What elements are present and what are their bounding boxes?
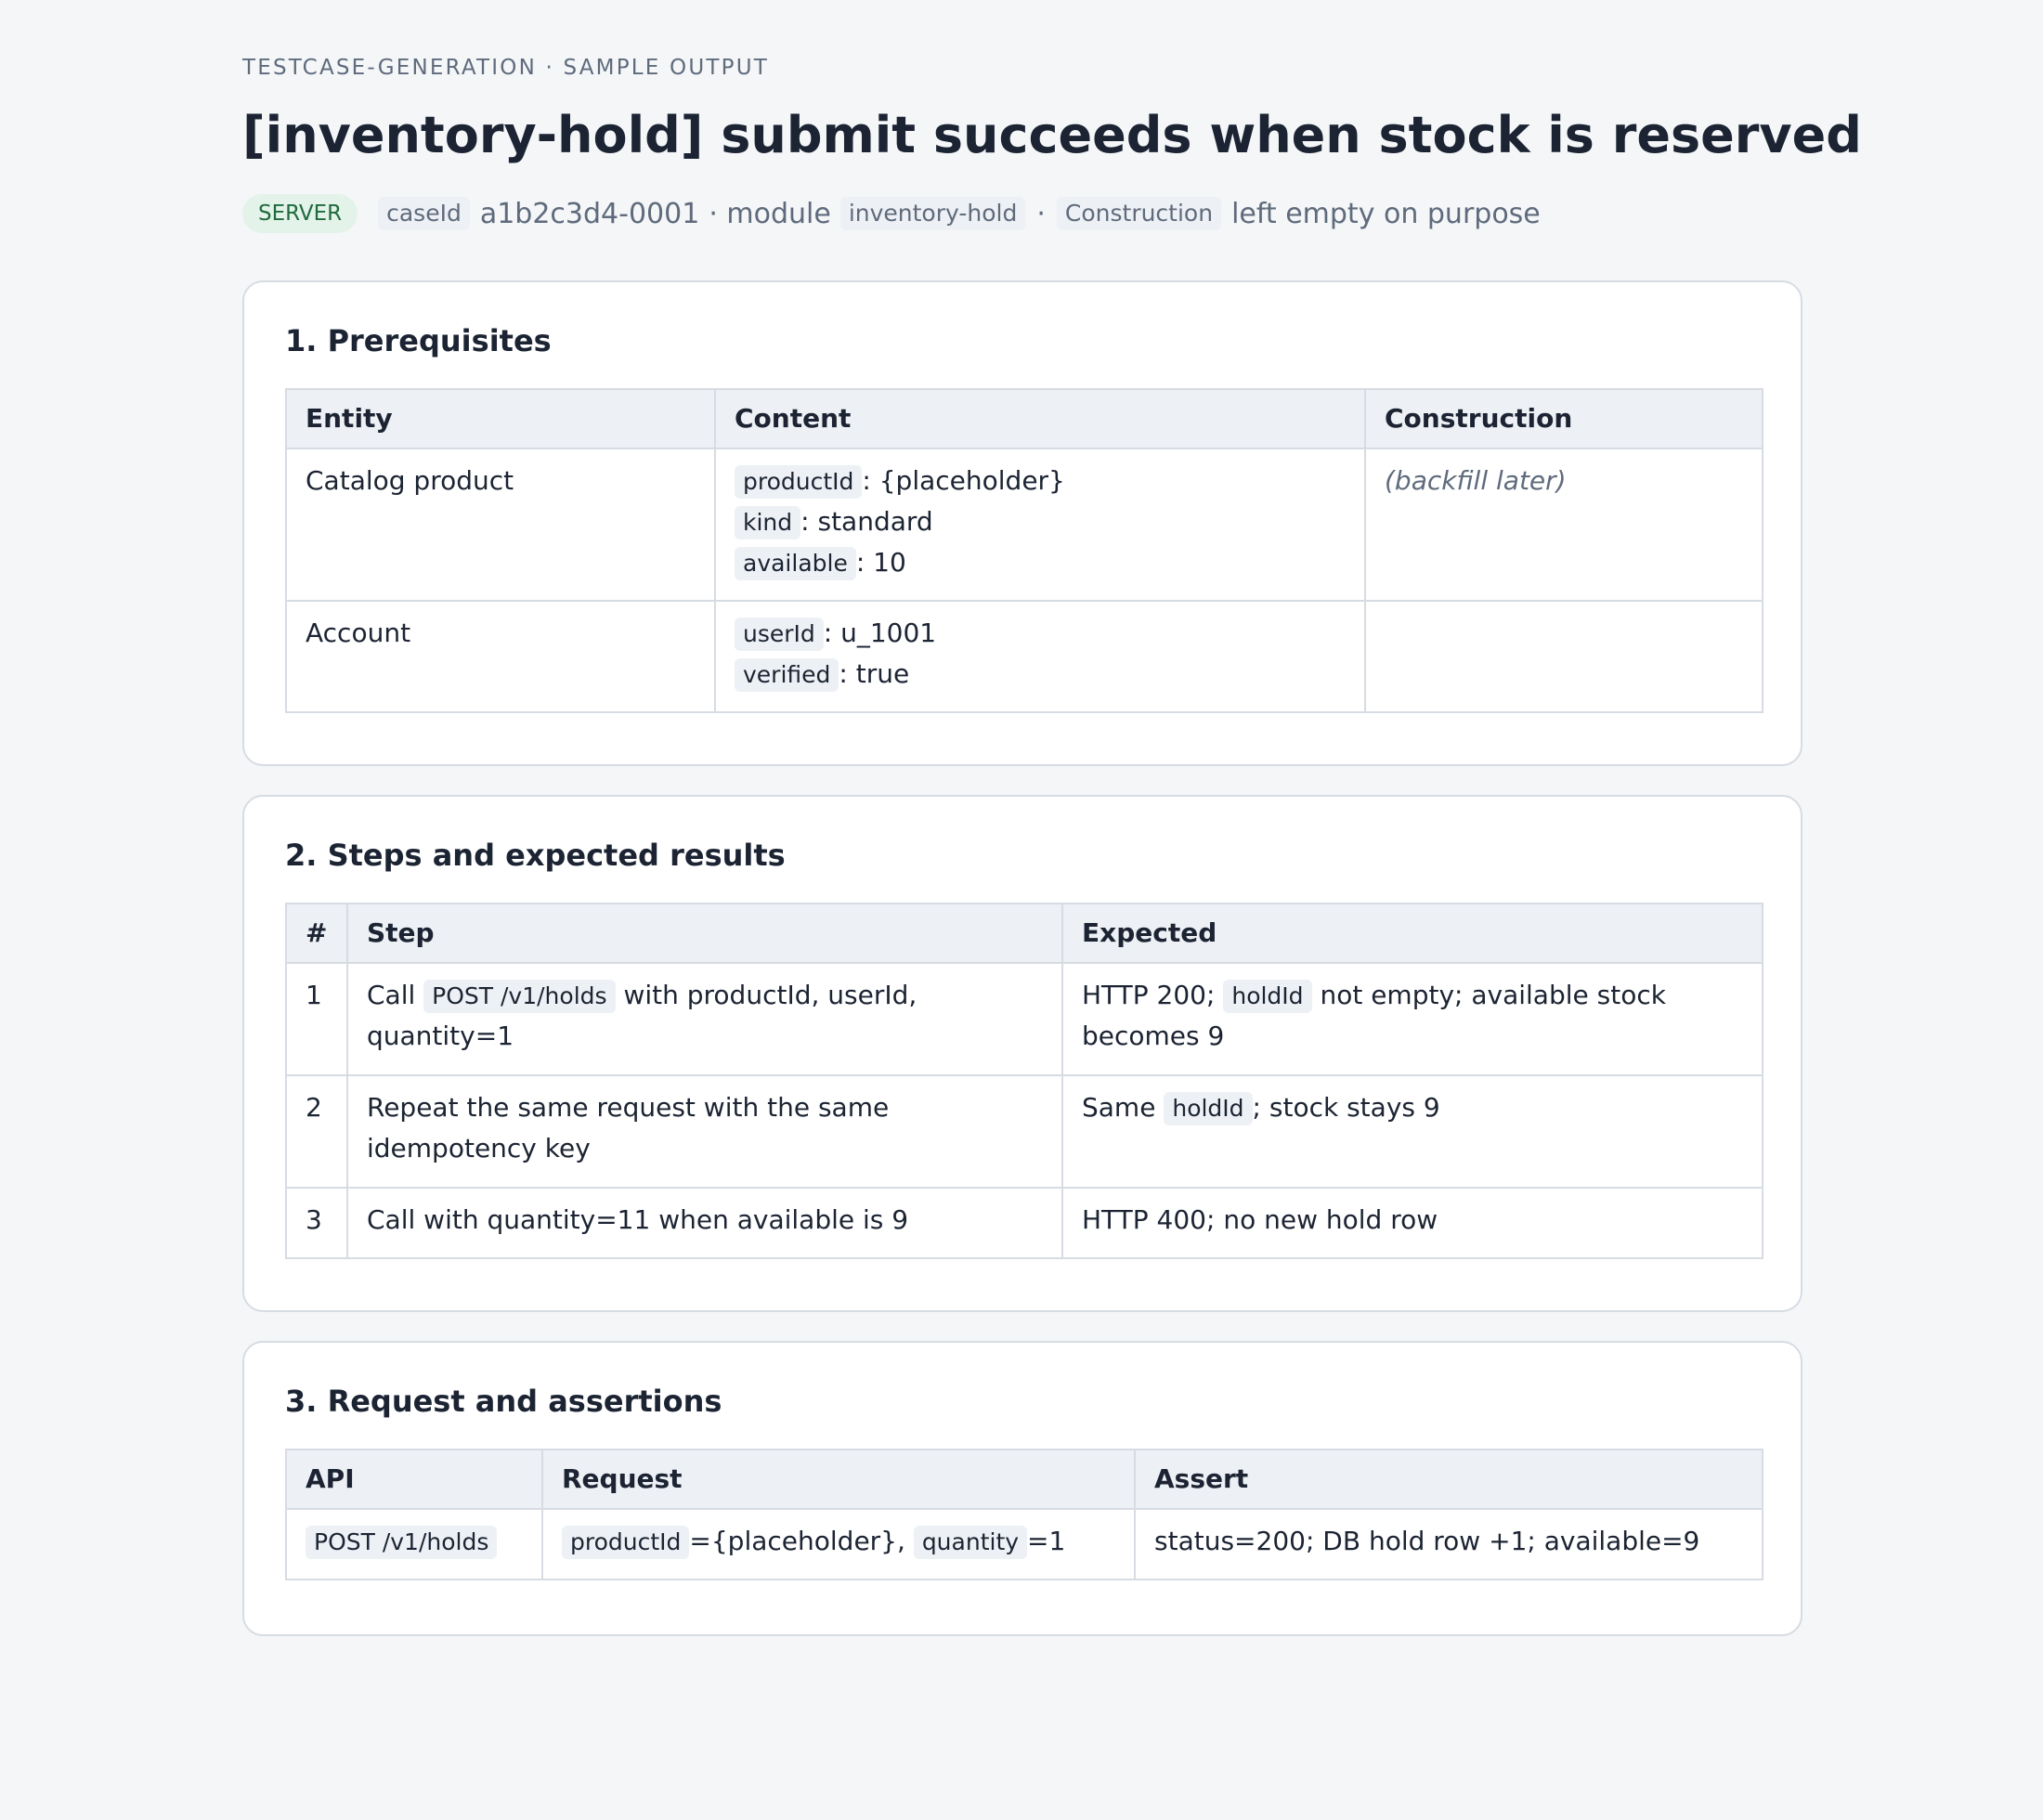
entity-cell: Account (286, 601, 715, 712)
step-cell (347, 1188, 1062, 1258)
construction-cell: (backfill later) (1365, 448, 1763, 601)
case-id-label: caseId (378, 197, 470, 230)
column-header: # (286, 904, 347, 963)
step-number: 2 (286, 1075, 347, 1188)
field-value: : standard (800, 506, 933, 537)
table-header-row (286, 1450, 1763, 1509)
column-header: Construction (1365, 389, 1763, 448)
content-cell (715, 601, 1365, 712)
column-header: API (286, 1450, 542, 1509)
endpoint-chip: POST /v1/holds (306, 1526, 497, 1559)
request-cell (542, 1509, 1135, 1580)
field-key: available (735, 547, 856, 580)
request-text: ={placeholder}, (689, 1526, 905, 1556)
column-header: Expected (1062, 904, 1763, 963)
module-text: · module (709, 197, 831, 230)
step-text: Repeat the same request with the same idempotency key (367, 1092, 890, 1164)
case-id: a1b2c3d4-0001 (479, 197, 700, 230)
prerequisites-table (285, 388, 1763, 713)
column-header: Assert (1135, 1450, 1763, 1509)
table-row (286, 1075, 1763, 1188)
construction-note: left empty on purpose (1231, 197, 1541, 230)
request-table (285, 1449, 1763, 1580)
field-chip: holdId (1164, 1092, 1252, 1125)
section-title: 3. Request and assertions (285, 1384, 722, 1419)
table-row (286, 1188, 1763, 1258)
separator-dot: · (1036, 197, 1046, 230)
step-text: Call with quantity=11 when available is 9 (367, 1204, 909, 1235)
eyebrow: TESTCASE-GENERATION · SAMPLE OUTPUT (242, 56, 769, 80)
expected-text: ; stock stays 9 (1252, 1092, 1440, 1123)
expected-cell (1062, 1188, 1763, 1258)
column-header: Step (347, 904, 1062, 963)
field-value: : u_1001 (823, 618, 937, 648)
expected-cell (1062, 963, 1763, 1075)
api-cell (286, 1509, 542, 1580)
field-value: : true (839, 658, 910, 689)
table-header-row (286, 904, 1763, 963)
field-chip: productId (562, 1526, 689, 1559)
page-title: [inventory-hold] submit succeeds when stock is reserved (242, 106, 1862, 164)
column-header: Entity (286, 389, 715, 448)
column-header: Request (542, 1450, 1135, 1509)
field-chip: holdId (1223, 980, 1311, 1013)
step-number: 1 (286, 963, 347, 1075)
step-cell (347, 1075, 1062, 1188)
table-row (286, 448, 1763, 601)
expected-text: HTTP 400; no new hold row (1082, 1204, 1438, 1235)
expected-cell (1062, 1075, 1763, 1188)
step-cell (347, 963, 1062, 1075)
request-text: =1 (1027, 1526, 1066, 1556)
entity-cell: Catalog product (286, 448, 715, 601)
table-row (286, 963, 1763, 1075)
table-row (286, 601, 1763, 712)
expected-text: Same (1082, 1092, 1165, 1123)
meta-line (242, 193, 1801, 234)
endpoint-chip: POST /v1/holds (423, 980, 615, 1013)
module-chip: inventory-hold (840, 197, 1026, 230)
field-key: kind (735, 506, 800, 540)
column-header: Content (715, 389, 1365, 448)
field-chip: quantity (914, 1526, 1027, 1559)
content-cell (715, 448, 1365, 601)
request-card (242, 1341, 1802, 1636)
field-value: : 10 (855, 547, 906, 578)
expected-text: not empty; available stock becomes 9 (1082, 980, 1666, 1051)
steps-card (242, 795, 1802, 1312)
table-row (286, 1509, 1763, 1580)
field-key: productId (735, 465, 862, 499)
steps-table (285, 903, 1763, 1259)
field-key: userId (735, 618, 824, 651)
server-badge: SERVER (242, 194, 358, 233)
field-value: : {placeholder} (862, 465, 1065, 496)
step-text: Call (367, 980, 424, 1010)
assert-cell: status=200; DB hold row +1; available=9 (1135, 1509, 1763, 1580)
prerequisites-card (242, 280, 1802, 766)
construction-chip: Construction (1057, 197, 1221, 230)
construction-cell (1365, 601, 1763, 712)
field-key: verified (735, 658, 839, 692)
table-header-row (286, 389, 1763, 448)
section-title: 2. Steps and expected results (285, 838, 786, 873)
step-number: 3 (286, 1188, 347, 1258)
section-title: 1. Prerequisites (285, 323, 552, 358)
step-text: with productId, userId, quantity=1 (367, 980, 917, 1051)
expected-text: HTTP 200; (1082, 980, 1224, 1010)
page (242, 0, 1862, 1556)
